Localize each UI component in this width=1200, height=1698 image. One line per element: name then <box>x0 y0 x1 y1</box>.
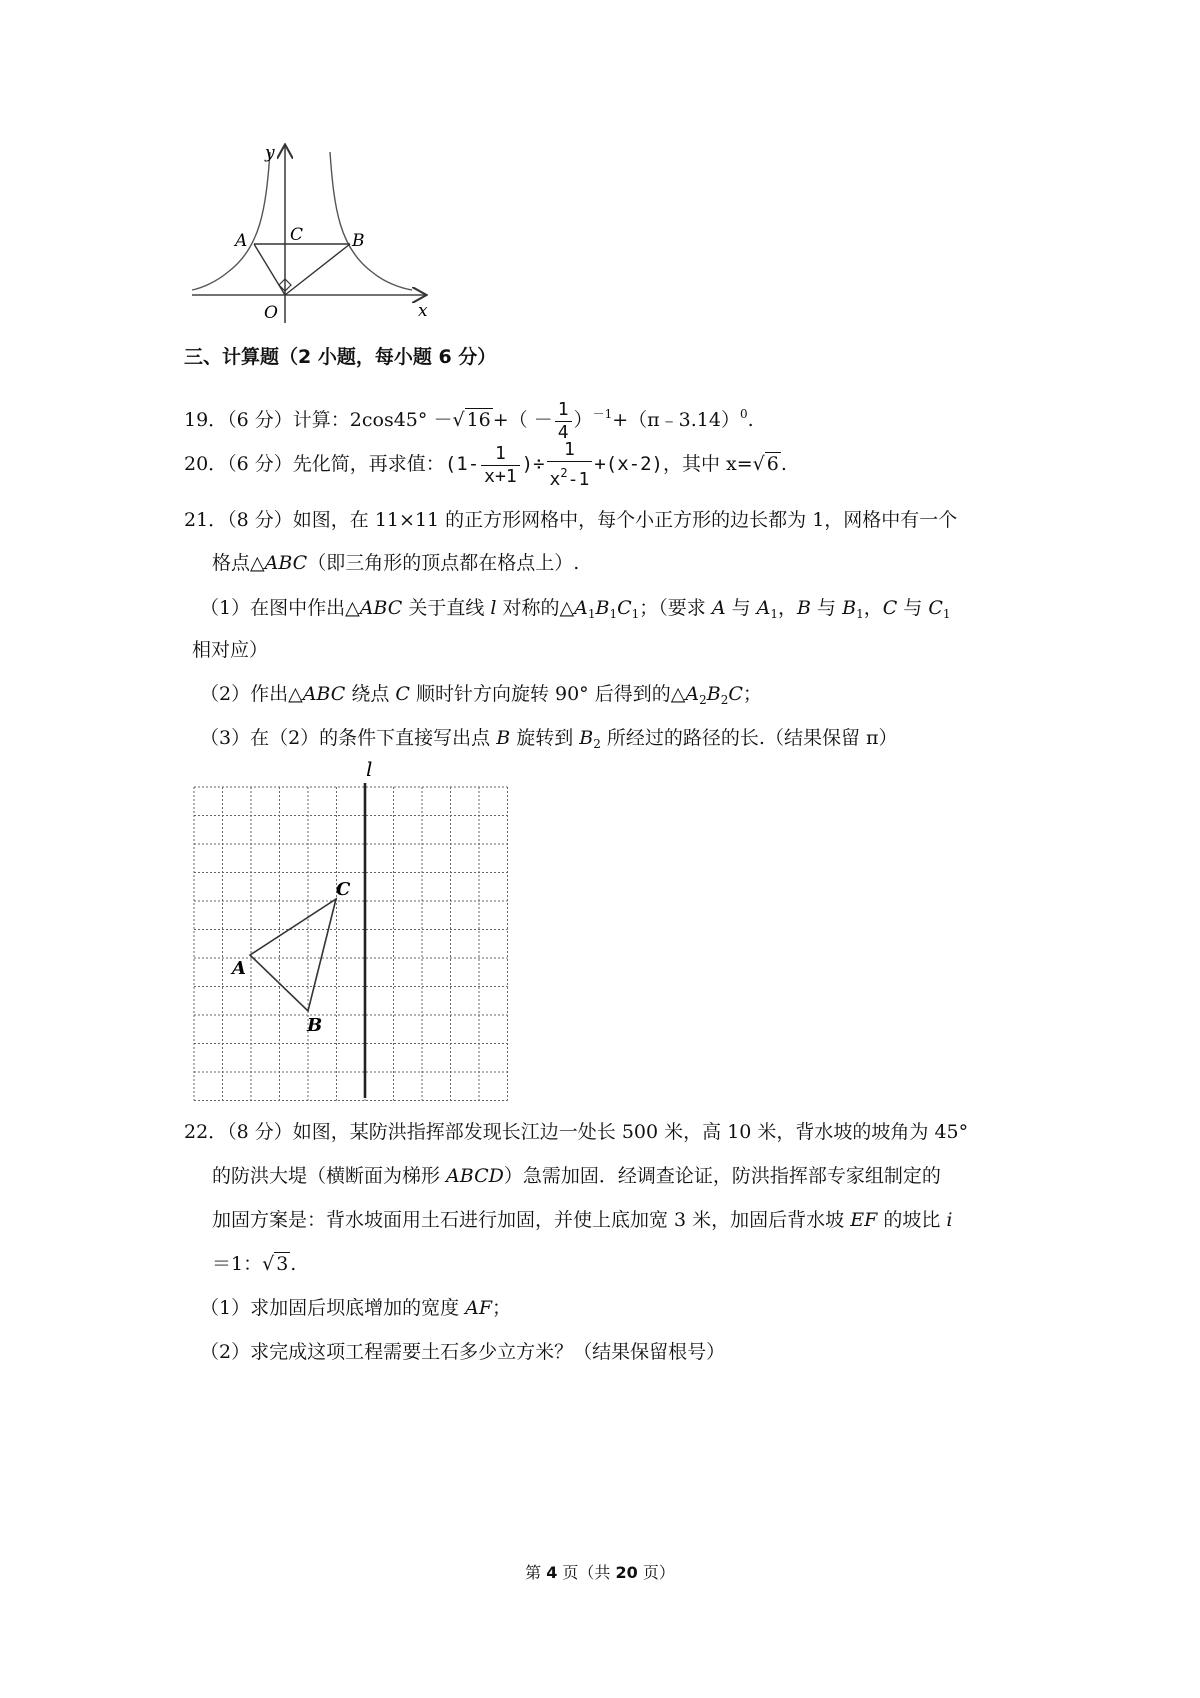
question-21-line-2: 格点△ABC（即三角形的顶点都在格点上）. <box>212 552 580 574</box>
question-22-line-3: 加固方案是：背水坡面用土石进行加固，并使上底加宽 3 米，加固后背水坡 EF 的坡比 i <box>212 1209 953 1231</box>
question-21-part-1: （1）在图中作出△ABC 关于直线 l 对称的$\triangle A_1B_1C_1$；（要求 A 与 $A_1$，B 与 $B_1$，C 与 $C_1$ <box>200 597 951 621</box>
left-hyperbola-branch <box>192 152 270 290</box>
q20-frac2-den: $x^2-1$ <box>549 466 590 490</box>
q19-end: . <box>747 409 754 431</box>
q20-open: (1- <box>444 453 480 475</box>
grid-lines <box>194 787 508 1101</box>
q20-frac1-num: 1 <box>481 443 520 466</box>
x-axis-label: x <box>418 301 428 321</box>
q20-where: ，其中 x= <box>662 453 753 475</box>
question-22-part-2: （2）求完成这项工程需要土石多少立方米？（结果保留根号） <box>200 1341 726 1363</box>
question-21-part-1-cont: 相对应） <box>192 639 269 661</box>
right-hyperbola-branch <box>330 152 412 290</box>
q20-prefix: 20．（6 分）先化简，再求值： <box>184 453 445 475</box>
grid-point-b-label: B <box>307 1015 323 1036</box>
q20-fraction-1 <box>481 443 520 488</box>
q19-frac-num: 1 <box>555 399 572 422</box>
q19-after-frac: ） <box>573 409 593 431</box>
grid-figure <box>186 758 516 1103</box>
total-pages: 20 <box>615 1563 638 1582</box>
q19-sqrt-arg: 16 <box>466 409 491 431</box>
section-heading: 三、计算题（2 小题，每小题 6 分） <box>184 346 497 368</box>
question-21-part-3: （3）在（2）的条件下直接写出点 B 旋转到 $B_2$ 所经过的路径的长.（结果保留 π） <box>200 727 898 751</box>
q19-prefix: 19．（6 分）计算：2cos45° <box>184 409 434 431</box>
current-page: 4 <box>546 1563 558 1582</box>
q20-close-div: )÷ <box>521 453 545 475</box>
q19-frac-den: 4 <box>557 421 569 443</box>
line-l-label: l <box>366 758 373 781</box>
q20-sqrt-sign: √ <box>752 453 765 475</box>
origin-label: O <box>264 303 278 323</box>
triangle-abc <box>250 899 336 1011</box>
q20-sqrt-arg: 6 <box>766 453 779 475</box>
q19-fraction <box>555 399 572 444</box>
y-axis-label: y <box>265 143 275 163</box>
question-22-line-2: 的防洪大堤（横断面为梯形 ABCD）急需加固．经调查论证，防洪指挥部专家组制定的 <box>212 1165 941 1187</box>
question-19 <box>184 390 754 444</box>
segment-ob <box>285 244 350 295</box>
point-b-label: B <box>352 231 365 251</box>
q20-end: . <box>780 453 787 475</box>
grid-point-a-label: A <box>232 958 246 979</box>
q20-tail: +(x-2) <box>594 453 663 475</box>
q19-sqrt-sign: √ <box>452 409 465 431</box>
grid-point-c-label: C <box>336 879 351 900</box>
q19-exp-neg1: －1 <box>592 407 613 421</box>
q20-fraction-2 <box>547 439 593 491</box>
q20-frac1-den: x+1 <box>484 465 517 487</box>
q19-exp-0: 0 <box>739 407 748 421</box>
question-20 <box>184 438 787 491</box>
hyperbola-figure <box>190 140 440 330</box>
question-21-line-1: 21．（8 分）如图，在 11×11 的正方形网格中，每个小正方形的边长都为 1，网格中有一个 <box>184 509 958 531</box>
segment-oa <box>254 244 285 295</box>
question-21-part-2: （2）作出△ABC 绕点 C 顺时针方向旋转 90° 后得到的$\triangle A_2B_2C$； <box>200 683 762 707</box>
q20-frac2-num: 1 <box>547 439 593 462</box>
q19-minus: － <box>433 409 453 431</box>
question-22-part-1: （1）求加固后坝底增加的宽度 AF； <box>200 1297 512 1319</box>
q19-plus1: +（ － <box>492 409 553 431</box>
point-a-label: A <box>235 231 248 251</box>
point-c-label: C <box>290 225 304 245</box>
question-22-line-1: 22．（8 分）如图，某防洪指挥部发现长江边一处长 500 米，高 10 米，背水坡的坡角为 45° <box>184 1121 969 1143</box>
question-22-line-4: ＝1：√ 3 . <box>212 1253 297 1275</box>
page-footer: 第 4 页（共 20 页） <box>525 1563 675 1582</box>
q19-plus2: +（π﹣3.14） <box>612 409 740 431</box>
